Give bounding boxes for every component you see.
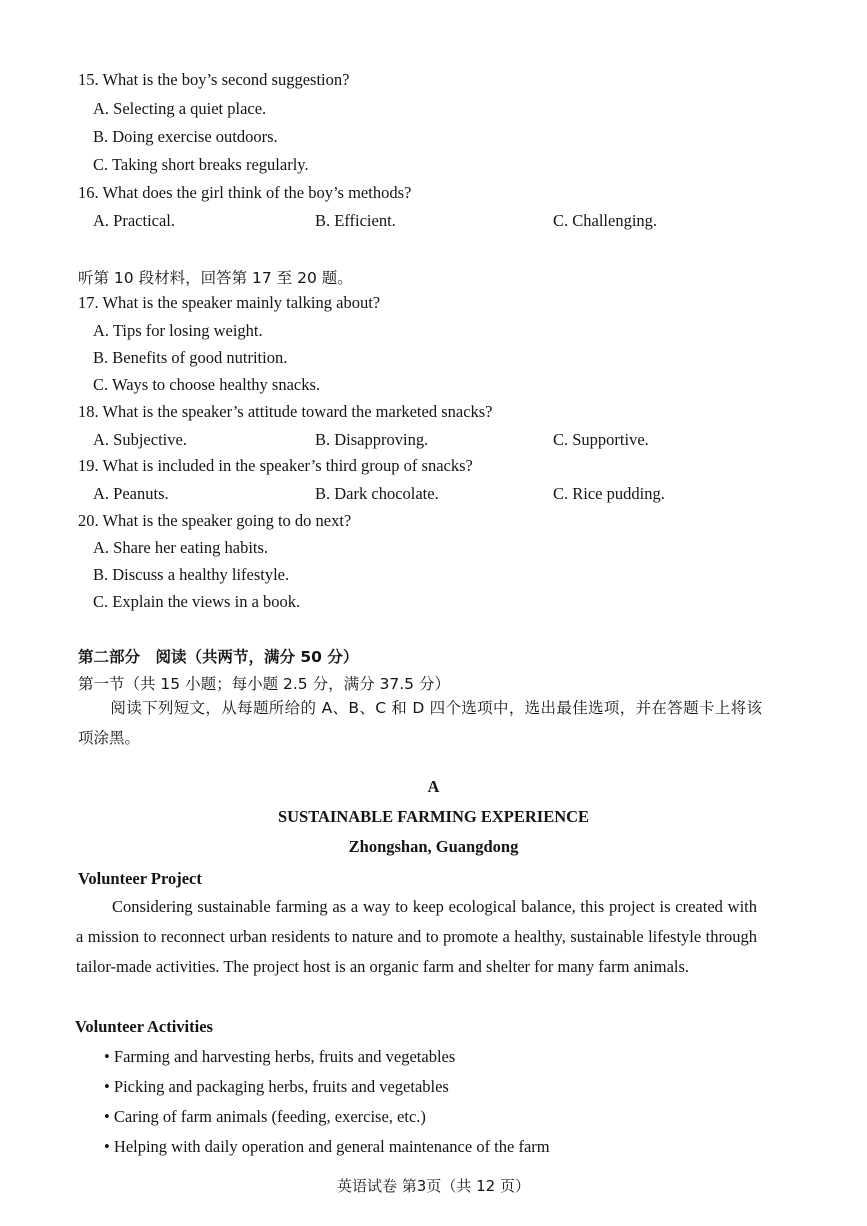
option-20c: C. Explain the views in a book. [93,592,301,611]
question-16: 16. What does the girl think of the boy’s methods? [78,183,412,202]
activity-item: • Helping with daily operation and general maintenance of the farm [104,1137,550,1156]
option-18b: B. Disapproving. [315,430,429,449]
option-19c: C. Rice pudding. [553,484,665,503]
question-20: 20. What is the speaker going to do next? [78,511,352,530]
option-19b: B. Dark chocolate. [315,484,439,503]
option-16c: C. Challenging. [553,211,658,230]
reading-directions-text: 阅读下列短文，从每题所给的 A、B、C 和 D 四个选项中，选出最佳选项，并在答题卡上将该项涂黑。 [78,699,762,747]
option-15b: B. Doing exercise outdoors. [93,127,278,146]
option-18a: A. Subjective. [93,430,187,449]
passage-location: Zhongshan, Guangdong [348,837,519,856]
option-20a: A. Share her eating habits. [93,538,269,557]
passage-letter: A [427,777,440,796]
question-19: 19. What is included in the speaker’s third group of snacks? [78,456,473,475]
reading-directions [78,693,762,753]
volunteer-project-paragraph [76,892,757,982]
option-15c: C. Taking short breaks regularly. [93,155,309,174]
page-footer: 英语试卷 第3页（共 12 页） [337,1177,530,1195]
option-15a: A. Selecting a quiet place. [93,99,267,118]
activity-item: • Picking and packaging herbs, fruits and vegetables [104,1077,449,1096]
option-18c: C. Supportive. [553,430,649,449]
activity-item: • Farming and harvesting herbs, fruits and vegetables [104,1047,456,1066]
listening-instruction: 听第 10 段材料，回答第 17 至 20 题。 [78,269,353,287]
question-15: 15. What is the boy’s second suggestion? [78,70,350,89]
option-17b: B. Benefits of good nutrition. [93,348,288,367]
question-17: 17. What is the speaker mainly talking about? [78,293,381,312]
option-20b: B. Discuss a healthy lifestyle. [93,565,290,584]
volunteer-project-heading: Volunteer Project [78,869,202,888]
option-17a: A. Tips for losing weight. [93,321,263,340]
option-17c: C. Ways to choose healthy snacks. [93,375,321,394]
reading-section-title: 第一节（共 15 小题；每小题 2.5 分，满分 37.5 分） [78,675,450,693]
activity-item: • Caring of farm animals (feeding, exercise, etc.) [104,1107,426,1126]
volunteer-project-text: Considering sustainable farming as a way to keep ecological balance, this project is created with a mission to reconnect urban residents to nature and to promote a healthy, sustainable lifestyle through tailor-made activities. The project host is an organic farm and shelter for many farm animals. [76,897,757,976]
option-16a: A. Practical. [93,211,176,230]
option-16b: B. Efficient. [315,211,396,230]
option-19a: A. Peanuts. [93,484,169,503]
reading-part-title: 第二部分 阅读（共两节，满分 50 分） [78,648,359,666]
volunteer-activities-heading: Volunteer Activities [75,1017,213,1036]
question-18: 18. What is the speaker’s attitude toward the marketed snacks? [78,402,493,421]
passage-title: SUSTAINABLE FARMING EXPERIENCE [277,807,590,826]
